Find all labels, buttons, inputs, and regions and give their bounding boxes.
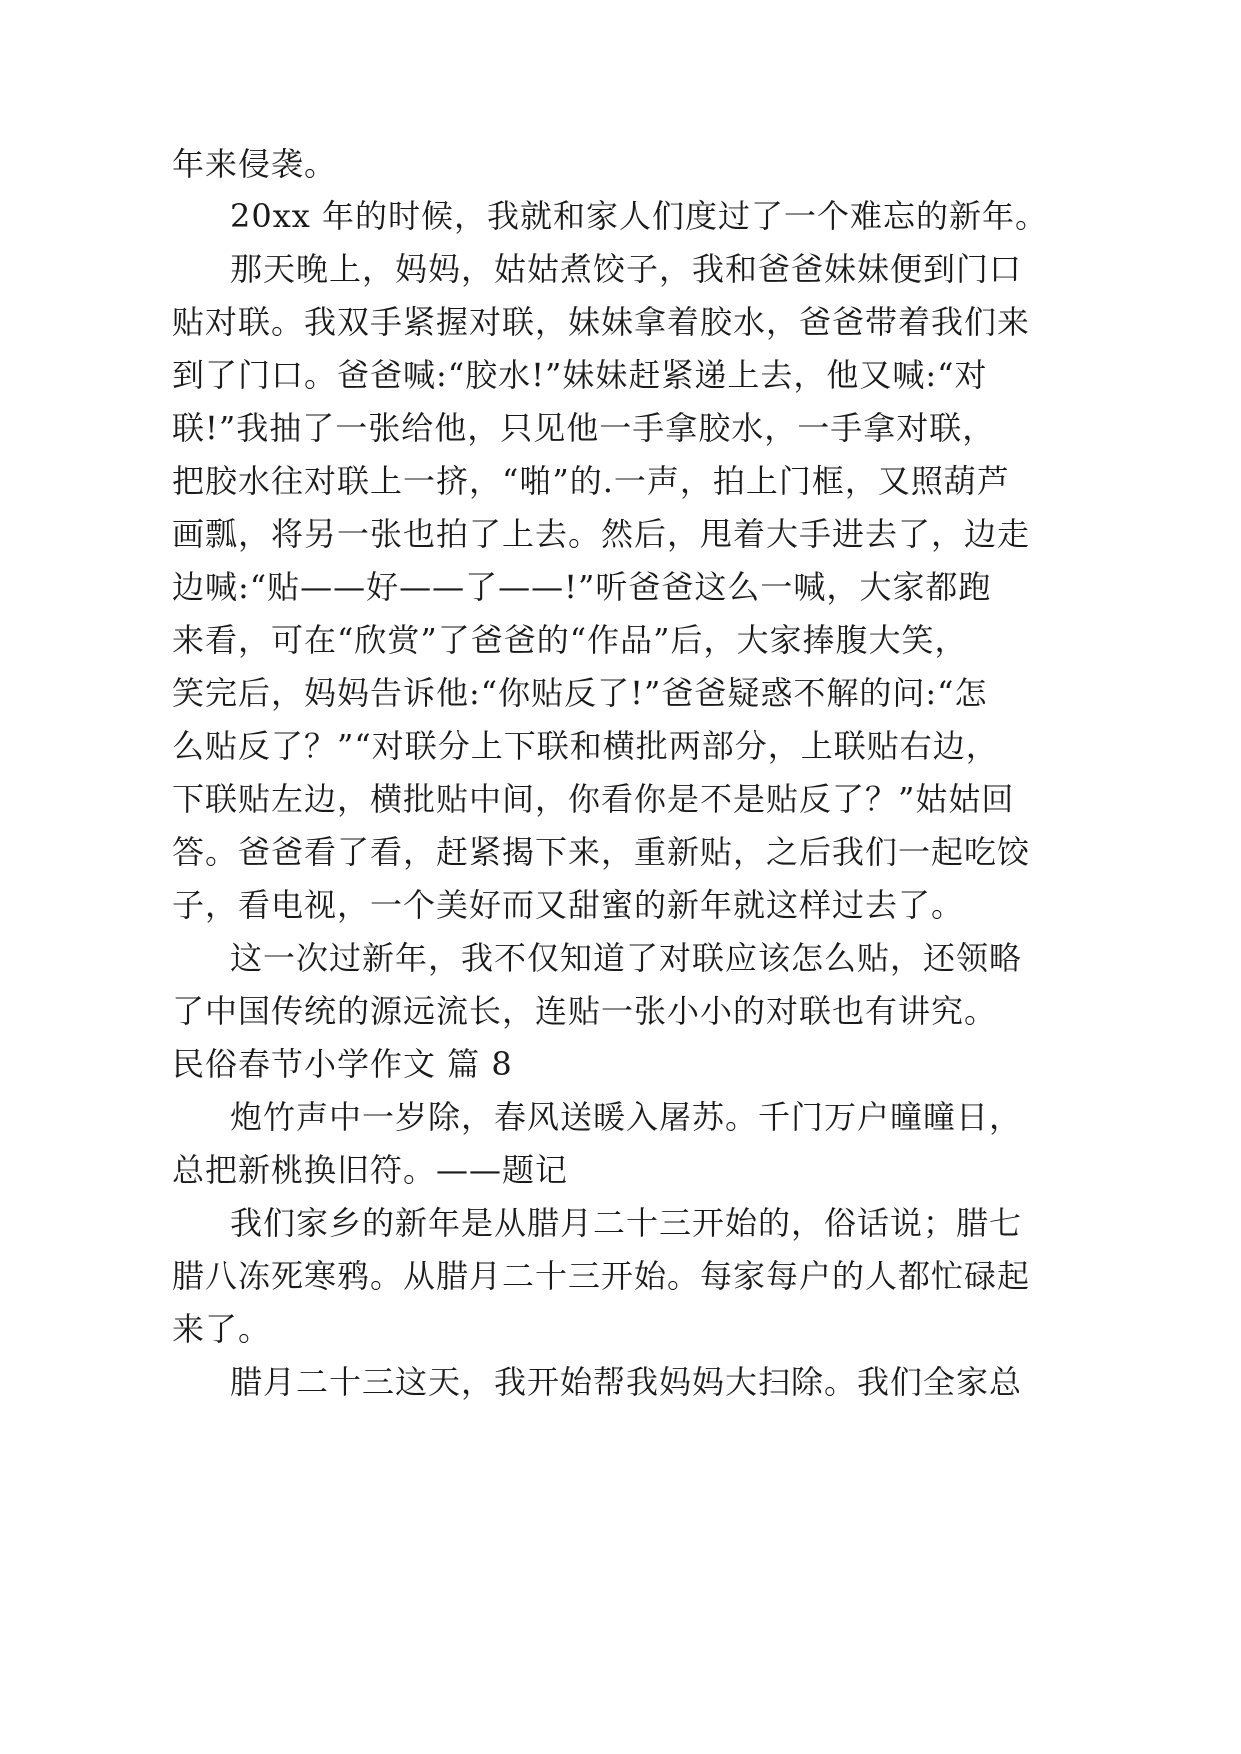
text-line-14: 答。爸爸看了看，赶紧揭下来，重新贴，之后我们一起吃饺 xyxy=(172,833,1031,871)
text-line-4: 贴对联。我双手紧握对联，妹妹拿着胶水，爸爸带着我们来 xyxy=(172,303,1031,341)
text-line-7: 把胶水往对联上一挤，“啪”的.一声，拍上门框，又照葫芦 xyxy=(172,462,1010,500)
text-line-20: 总把新桃换旧符。——题记 xyxy=(172,1151,569,1189)
paragraph-line-24: 腊月二十三这天，我开始帮我妈妈大扫除。我们全家总 xyxy=(230,1363,1023,1401)
section-heading: 民俗春节小学作文 篇 8 xyxy=(172,1045,513,1083)
paragraph-line-21: 我们家乡的新年是从腊月二十三开始的，俗话说；腊七 xyxy=(230,1204,1023,1242)
text-line-8: 画瓢，将另一张也拍了上去。然后，甩着大手进去了，边走 xyxy=(172,515,1031,553)
text-line-23: 来了。 xyxy=(172,1310,272,1348)
text-line-9: 边喊:“贴——好——了——!”听爸爸这么一喊，大家都跑 xyxy=(172,568,992,606)
text-line-15: 子，看电视，一个美好而又甜蜜的新年就这样过去了。 xyxy=(172,886,965,924)
text-line-12: 么贴反了？”“对联分上下联和横批两部分，上联贴右边， xyxy=(172,727,999,765)
paragraph-line-3: 那天晚上，妈妈，姑姑煮饺子，我和爸爸妹妹便到门口 xyxy=(230,250,1023,288)
paragraph-line-16: 这一次过新年，我不仅知道了对联应该怎么贴，还领略 xyxy=(230,939,1023,977)
text-line-5: 到了门口。爸爸喊:“胶水!”妹妹赶紧递上去，他又喊:“对 xyxy=(172,356,988,394)
text-line-17: 了中国传统的源远流长，连贴一张小小的对联也有讲究。 xyxy=(172,992,998,1030)
text-line-22: 腊八冻死寒鸦。从腊月二十三开始。每家每户的人都忙碌起 xyxy=(172,1257,1031,1295)
text-line-11: 笑完后，妈妈告诉他:“你贴反了!”爸爸疑惑不解的问:“怎 xyxy=(172,674,988,712)
paragraph-line-19: 炮竹声中一岁除，春风送暖入屠苏。千门万户曈曈日， xyxy=(230,1098,1023,1136)
text-line-10: 来看，可在“欣赏”了爸爸的“作品”后，大家捧腹大笑， xyxy=(172,621,968,659)
paragraph-line-2: 20xx 年的时候，我就和家人们度过了一个难忘的新年。 xyxy=(230,197,1048,235)
text-line-1: 年来侵袭。 xyxy=(172,145,338,183)
text-line-13: 下联贴左边，横批贴中间，你看你是不是贴反了？”姑姑回 xyxy=(172,780,1015,818)
text-line-6: 联!”我抽了一张给他，只见他一手拿胶水，一手拿对联， xyxy=(172,409,996,447)
